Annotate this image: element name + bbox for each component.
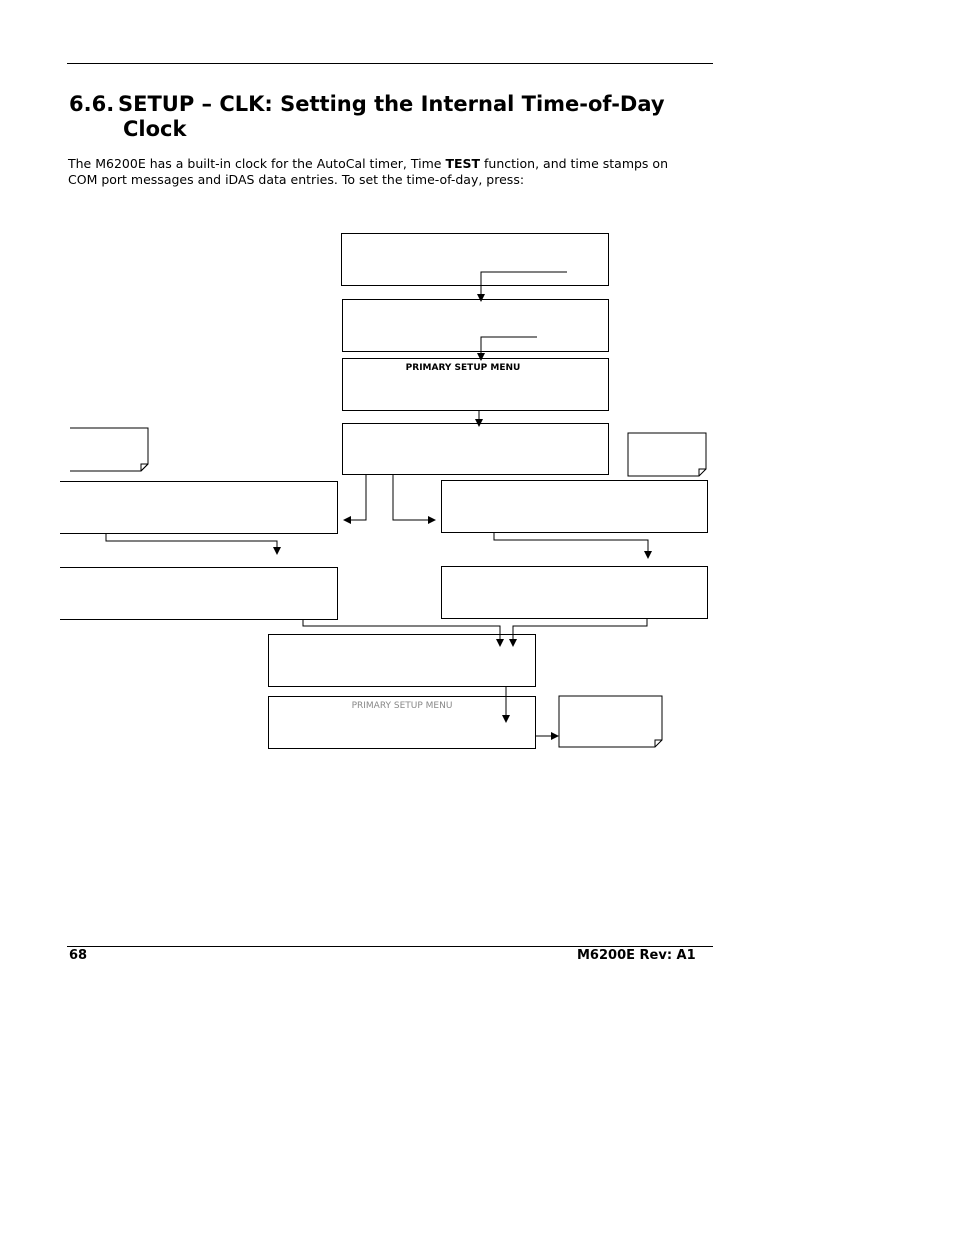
connector-clock-to-date [393, 475, 435, 520]
footer-rule [67, 946, 713, 947]
intro-text-line2: COM port messages and iDAS data entries. To set the time-of-day, press: [68, 171, 525, 187]
connector-clock-to-time [344, 475, 366, 520]
screen-time-set [60, 481, 338, 534]
screen-return-setup [268, 696, 536, 749]
page-number: 68 [69, 948, 88, 963]
primary-setup-menu-label: PRIMARY SETUP MENU [405, 363, 521, 373]
screen-date-enter [441, 566, 708, 619]
screen-sample-mode [341, 233, 609, 286]
screen-time-enter [60, 567, 338, 620]
screen-primary-setup [342, 358, 609, 411]
intro-text-part1: The M6200E has a built-in clock for the AutoCal timer, Time [68, 156, 446, 171]
note-right [628, 433, 706, 476]
intro-paragraph [68, 156, 708, 187]
connector-time-set-to-enter [106, 534, 277, 554]
note-left [70, 428, 148, 471]
header-rule [67, 63, 713, 64]
screen-date-set [441, 480, 708, 533]
screen-clock-menu [342, 423, 609, 475]
connector-date-set-to-enter [494, 533, 648, 558]
screen-setup-password [342, 299, 609, 352]
return-setup-menu-label: PRIMARY SETUP MENU [351, 701, 453, 711]
section-title-line2: Clock [123, 117, 187, 141]
screen-clock-confirm [268, 634, 536, 687]
intro-test-keyword: TEST [445, 156, 481, 171]
section-title-line1: SETUP – CLK: Setting the Internal Time-of-Day [118, 92, 665, 116]
document-revision: M6200E Rev: A1 [577, 948, 696, 963]
note-bottom [559, 696, 662, 747]
intro-text-part2: function, and time stamps on [480, 156, 668, 171]
section-number: 6.6. [69, 92, 115, 116]
